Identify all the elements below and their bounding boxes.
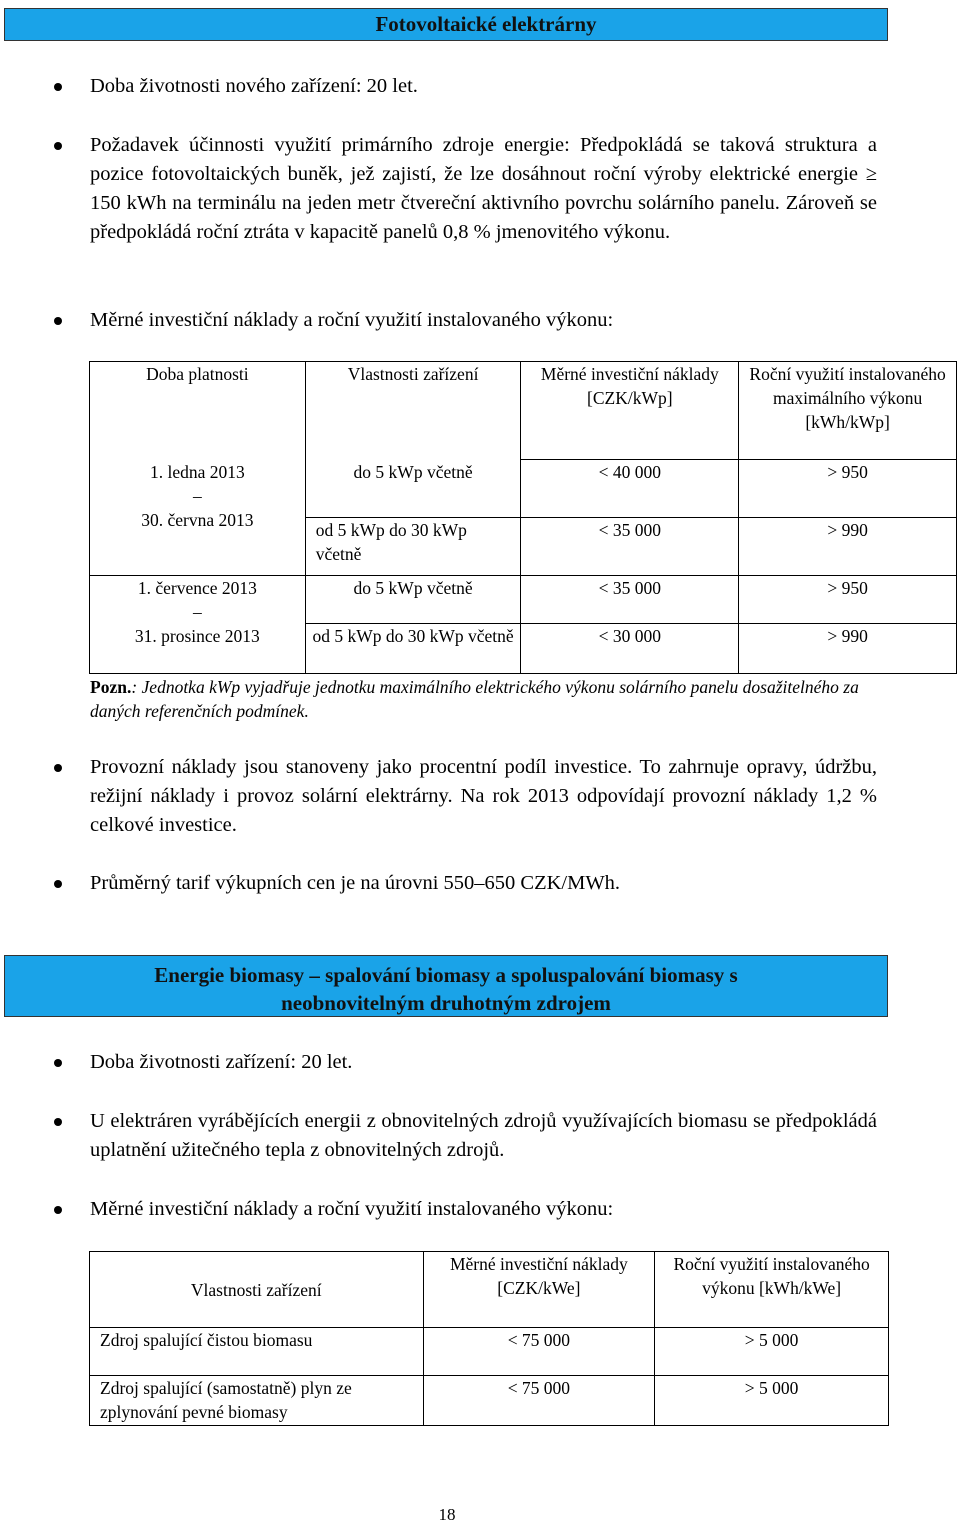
bullet-costs-intro: Měrné investiční náklady a roční využití instalovaného výkonu: <box>90 306 877 335</box>
note-label: Pozn. <box>90 677 132 697</box>
biomass-cost-table <box>89 1251 889 1426</box>
period-end: 31. prosince 2013 <box>134 626 260 646</box>
table-header: Měrné investiční náklady [CZK/kWp] <box>521 362 739 460</box>
table-cell: Zdroj spalující (samostatně) plyn ze zplynování pevné biomasy <box>90 1376 424 1426</box>
bullet-operating-costs: Provozní náklady jsou stanoveny jako procentní podíl investice. To zahrnuje opravy, údržbu, režijní náklady i provoz solární elektrárny. Na rok 2013 odpovídají provozní náklady 1,2 % celkové investice. <box>90 753 877 840</box>
table-cell: > 990 <box>739 624 957 674</box>
table-cell: od 5 kWp do 30 kWp včetně <box>305 624 521 674</box>
period-start: 1. ledna 2013 <box>149 461 245 482</box>
table-cell: > 950 <box>739 460 957 518</box>
table-cell: Zdroj spalující čistou biomasu <box>90 1328 424 1376</box>
table-cell: od 5 kWp do 30 kWp včetně <box>305 518 521 576</box>
bullet-efficiency: Požadavek účinnosti využití primárního zdroje energie: Předpokládá se taková struktura a pozice fotovoltaických buněk, jež zajistí, že lze dosáhnout roční výroby elektrické energie ≥ 150 kWh na terminálu na jeden metr čtvereční aktivního povrchu solárního panelu. Zároveň se předpokládá roční ztráta v kapacitě panelů 0,8 % jmenovitého výkonu. <box>90 131 877 247</box>
table-cell: > 5 000 <box>655 1376 889 1426</box>
period-dash: – <box>192 485 202 506</box>
table-note <box>90 675 890 723</box>
table-cell: < 40 000 <box>521 460 739 518</box>
period-cell <box>90 576 306 674</box>
heading-line: Energie biomasy – spalování biomasy a spoluspalování biomasy s <box>154 963 738 987</box>
bullet-lifetime-biomass: Doba životnosti zařízení: 20 let. <box>90 1048 877 1077</box>
table-cell: < 75 000 <box>423 1328 655 1376</box>
heading-line: neobnovitelným druhotným zdrojem <box>281 991 611 1015</box>
table-cell: do 5 kWp včetně <box>305 576 521 624</box>
table-cell: > 950 <box>739 576 957 624</box>
table-cell: < 35 000 <box>521 576 739 624</box>
table-cell: > 990 <box>739 518 957 576</box>
bullet-tariff: Průměrný tarif výkupních cen je na úrovni 550–650 CZK/MWh. <box>90 869 877 898</box>
table-header: Vlastnosti zařízení <box>305 362 521 460</box>
table-cell: do 5 kWp včetně <box>305 460 521 518</box>
bullet-heat-use: U elektráren vyrábějících energii z obnovitelných zdrojů využívajících biomasu se předpokládá uplatnění užitečného tepla z obnovitelných zdrojů. <box>90 1107 877 1165</box>
pv-cost-table <box>89 361 957 674</box>
section-heading-biomass <box>4 955 888 1017</box>
period-end: 30. června 2013 <box>141 509 254 530</box>
bullet-costs-intro-biomass: Měrné investiční náklady a roční využití instalovaného výkonu: <box>90 1195 877 1224</box>
period-dash: – <box>192 602 202 622</box>
table-cell: < 30 000 <box>521 624 739 674</box>
table-header: Vlastnosti zařízení <box>90 1252 424 1328</box>
page-number: 18 <box>438 1505 456 1524</box>
table-cell: < 35 000 <box>521 518 739 576</box>
table-header: Měrné investiční náklady [CZK/kWe] <box>423 1252 655 1328</box>
table-header: Doba platnosti <box>90 362 306 460</box>
table-cell: > 5 000 <box>655 1328 889 1376</box>
note-text: : Jednotka kWp vyjadřuje jednotku maximálního elektrického výkonu solárního panelu dosažitelného za daných referenčních podmínek. <box>90 677 859 721</box>
table-header: Roční využití instalovaného maximálního výkonu [kWh/kWp] <box>739 362 957 460</box>
table-header: Roční využití instalovaného výkonu [kWh/kWe] <box>655 1252 889 1328</box>
period-start: 1. července 2013 <box>137 578 257 598</box>
period-cell <box>90 460 306 576</box>
section-heading-photovoltaic: Fotovoltaické elektrárny <box>4 8 888 41</box>
bullet-lifetime: Doba životnosti nového zařízení: 20 let. <box>90 72 877 101</box>
table-cell: < 75 000 <box>423 1376 655 1426</box>
